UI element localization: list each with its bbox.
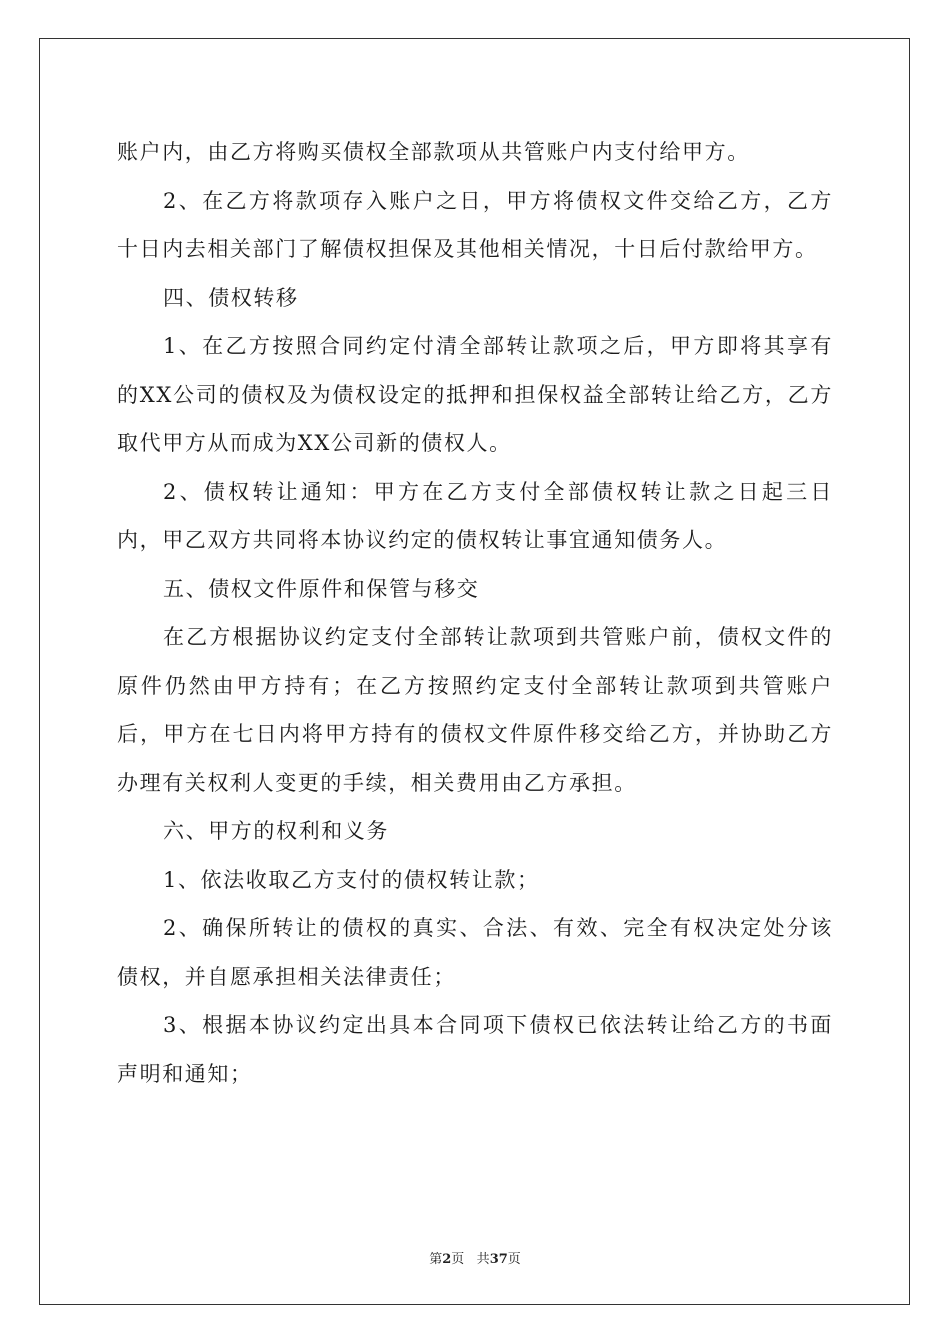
paragraph-9: 1、依法收取乙方支付的债权转让款； [163, 867, 540, 892]
paragraph-2: 2、在乙方将款项存入账户之日，甲方将债权文件交给乙方，乙方十日内去相关部门了解债权担保及其他相关情况，十日后付款给甲方。 [117, 188, 833, 261]
footer-total-prefix: 共 [476, 1252, 490, 1267]
section-heading-6: 六、甲方的权利和义务 [163, 819, 389, 843]
section-heading-4: 四、债权转移 [163, 285, 299, 310]
page-footer [0, 1248, 950, 1267]
footer-page-suffix: 页 [451, 1252, 465, 1267]
paragraph-7: 在乙方根据协议约定支付全部转让款项到共管账户前，债权文件的原件仍然由甲方持有；在乙方按照约定支付全部转让款项到共管账户后，甲方在七日内将甲方持有的债权文件原件移交给乙方，并协助乙方办理有关权利人变更的手续，相关费用由乙方承担。 [117, 625, 833, 795]
section-heading-5: 五、债权文件原件和保管与移交 [163, 576, 480, 601]
paragraph-10: 2、确保所转让的债权的真实、合法、有效、完全有权决定处分该债权，并自愿承担相关法律责任； [117, 916, 833, 989]
paragraph-1: 账户内，由乙方将购买债权全部款项从共管账户内支付给甲方。 [117, 140, 750, 164]
document-body [117, 128, 833, 1098]
current-page-number: 2 [442, 1252, 452, 1267]
paragraph-5: 2、债权转让通知：甲方在乙方支付全部债权转让款之日起三日内，甲乙双方共同将本协议约定的债权转让事宜通知债务人。 [117, 479, 833, 552]
footer-prefix: 第 [429, 1252, 443, 1267]
total-pages-number: 37 [489, 1252, 508, 1267]
paragraph-4: 1、在乙方按照合同约定付清全部转让款项之后，甲方即将其享有的XX公司的债权及为债权设定的抵押和担保权益全部转让给乙方，乙方取代甲方从而成为XX公司新的债权人。 [117, 334, 833, 455]
footer-total-suffix: 页 [507, 1252, 521, 1267]
paragraph-11: 3、根据本协议约定出具本合同项下债权已依法转让给乙方的书面声明和通知； [117, 1013, 833, 1086]
